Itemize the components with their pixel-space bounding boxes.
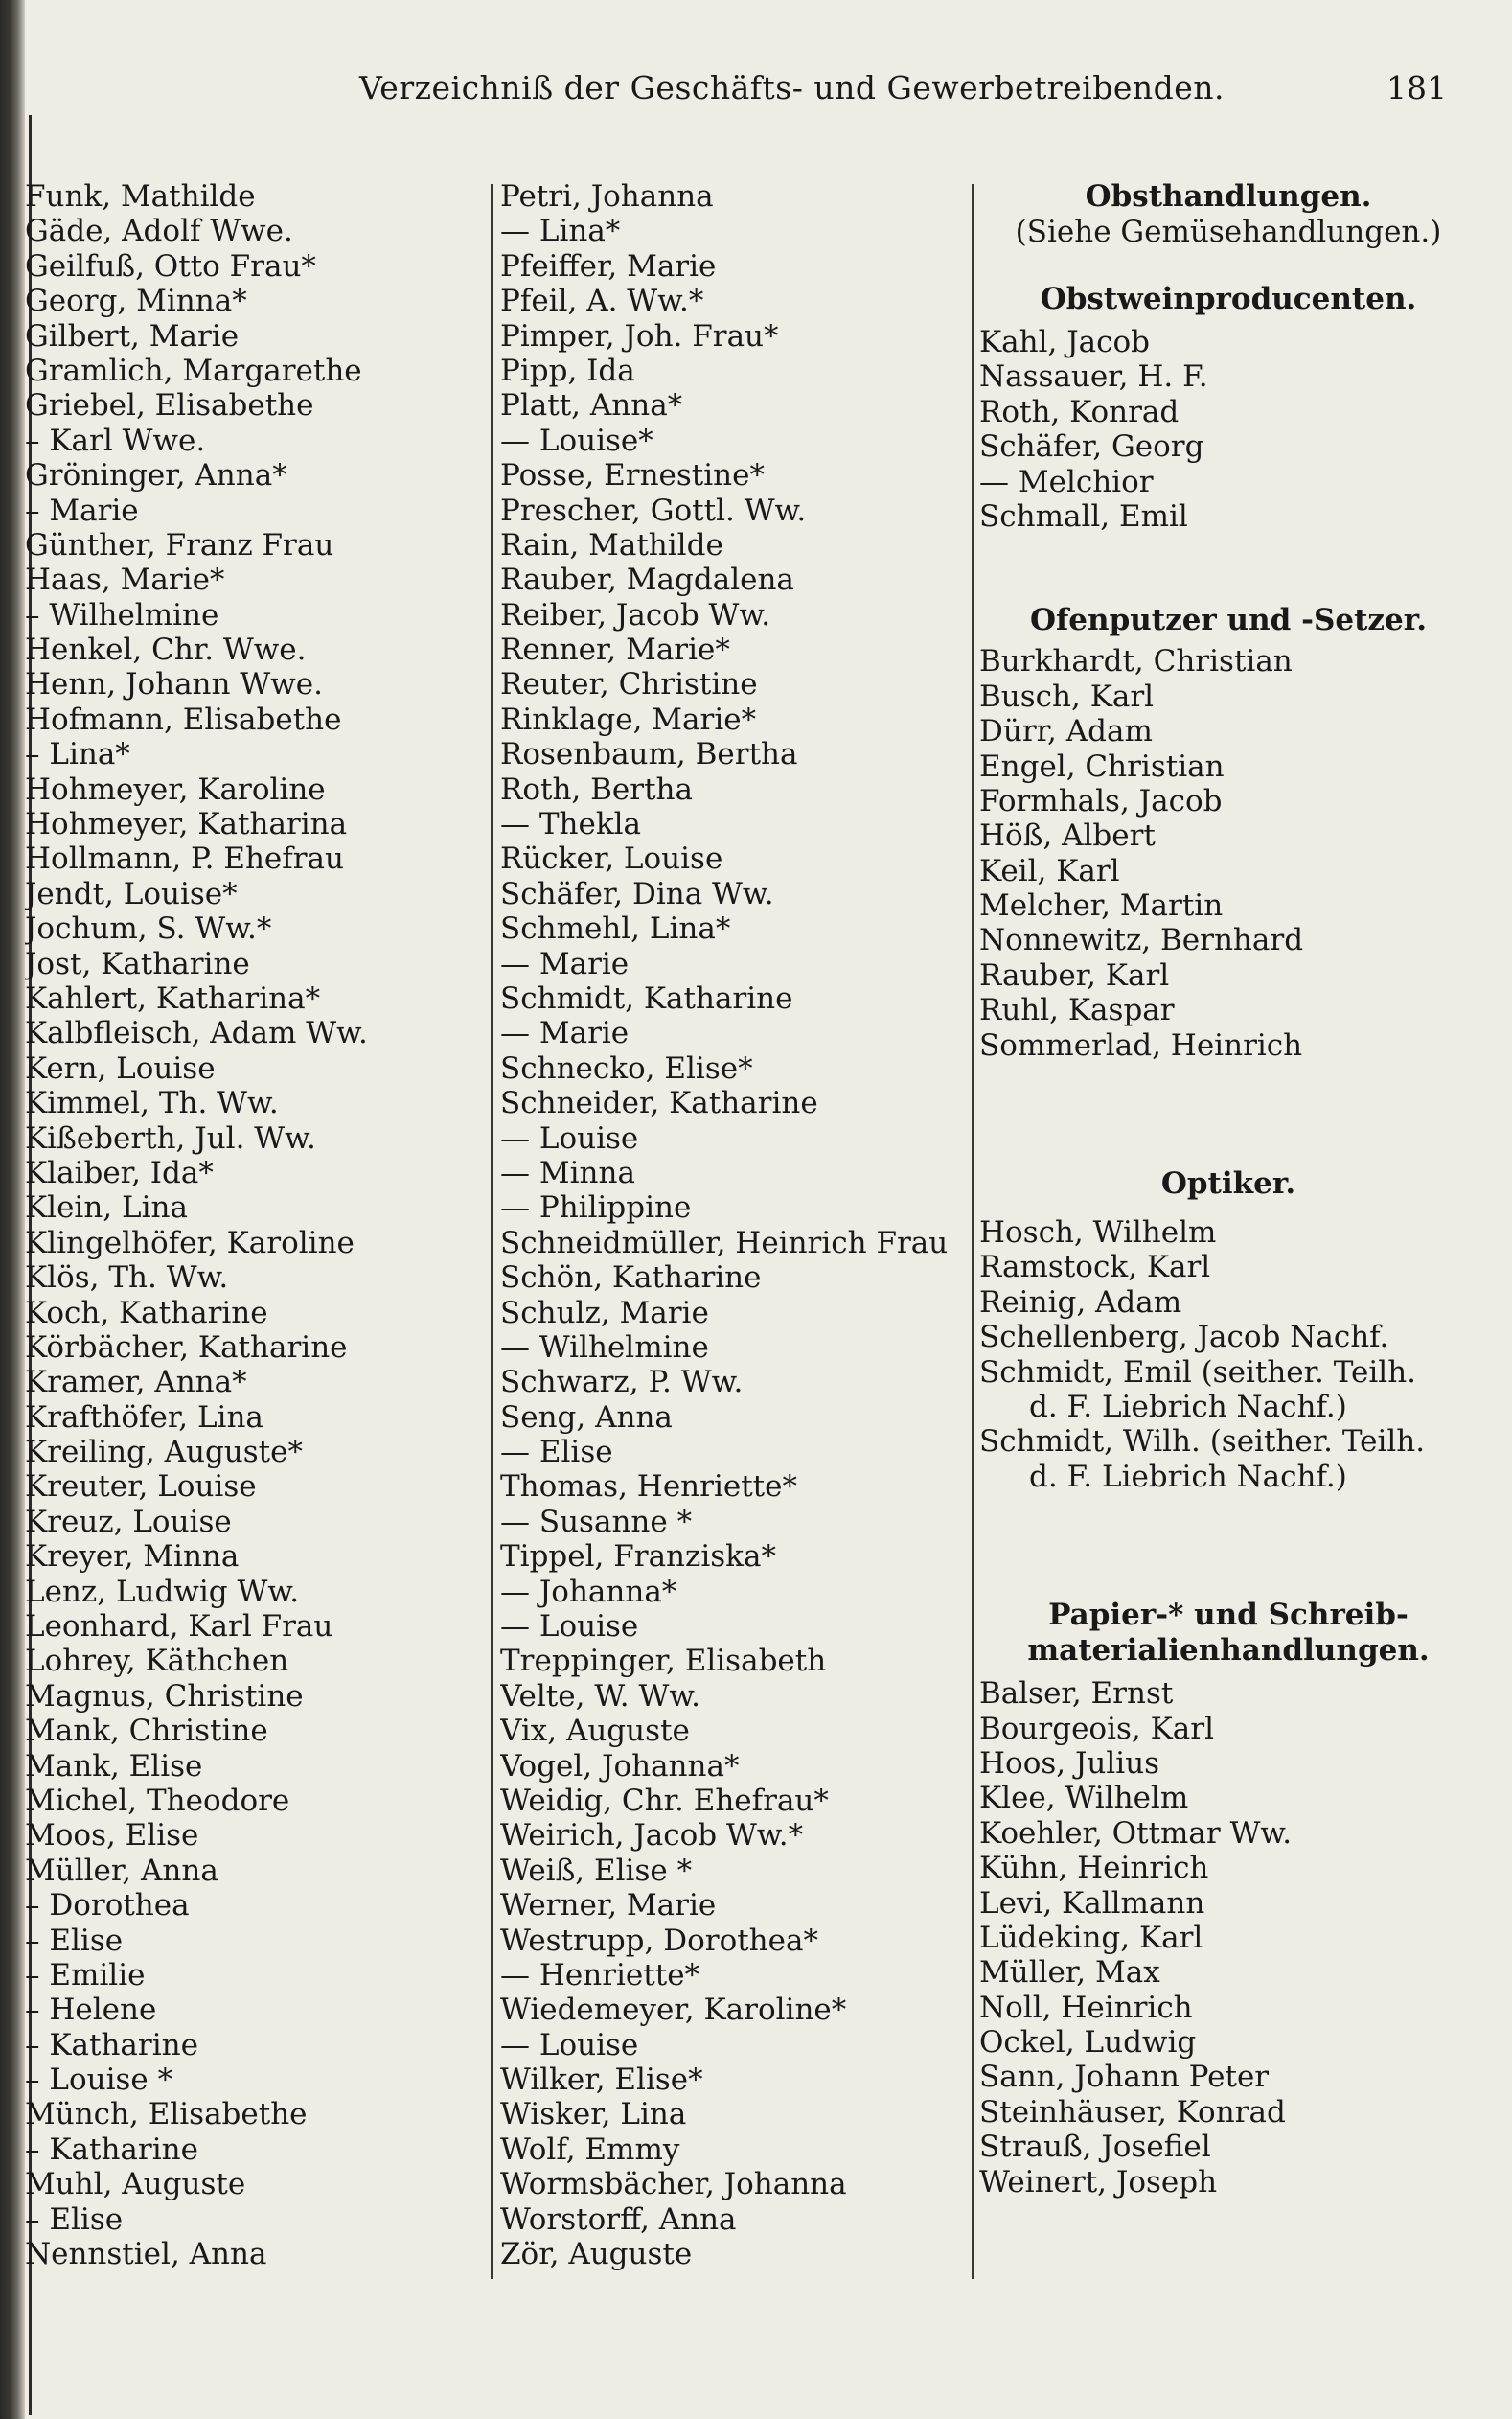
directory-entry: Hosch, Wilhelm bbox=[979, 1215, 1217, 1251]
directory-entry: Leonhard, Karl Frau bbox=[25, 1609, 333, 1645]
directory-entry: Lenz, Ludwig Ww. bbox=[25, 1574, 300, 1609]
papier-list bbox=[979, 1676, 1478, 2200]
directory-entry: Geilfuß, Otto Frau* bbox=[25, 248, 316, 284]
directory-entry: Zör, Auguste bbox=[500, 2237, 693, 2272]
directory-entry: Wilker, Elise* bbox=[500, 2062, 703, 2098]
section-heading-obstweinproducenten: Obstweinproducenten. bbox=[1040, 282, 1417, 316]
directory-entry: Lohrey, Käthchen bbox=[25, 1644, 289, 1679]
section-heading-papier-line1: Papier-* und Schreib- bbox=[1048, 1598, 1409, 1633]
directory-entry: — Louise bbox=[500, 1609, 639, 1645]
directory-entry: Hollmann, P. Ehefrau bbox=[25, 841, 345, 877]
directory-entry: Roth, Bertha bbox=[500, 772, 693, 807]
running-title: Verzeichniß der Geschäfts- und Gewerbetreibenden. bbox=[359, 69, 1225, 106]
directory-entry: Höß, Albert bbox=[979, 818, 1156, 854]
directory-entry: Formhals, Jacob bbox=[979, 783, 1223, 818]
directory-entry: Petri, Johanna bbox=[500, 179, 714, 214]
directory-entry: Schmehl, Lina* bbox=[500, 911, 731, 947]
directory-entry: Münch, Elisabethe bbox=[25, 2097, 308, 2132]
directory-entry: Wisker, Lina bbox=[500, 2097, 687, 2132]
directory-entry: — Johanna* bbox=[500, 1574, 677, 1609]
directory-entry: Kramer, Anna* bbox=[25, 1365, 247, 1400]
column-divider-left bbox=[491, 184, 493, 2279]
directory-entry: Schwarz, P. Ww. bbox=[500, 1365, 744, 1400]
directory-entry: Jost, Katharine bbox=[25, 946, 250, 981]
directory-entry: Klös, Th. Ww. bbox=[25, 1260, 229, 1296]
directory-entry: Klaiber, Ida* bbox=[25, 1155, 214, 1190]
directory-entry: Ramstock, Karl bbox=[979, 1250, 1211, 1285]
directory-entry: Reuter, Christine bbox=[500, 667, 758, 703]
directory-entry: Müller, Anna bbox=[25, 1853, 218, 1888]
directory-entry: Kreuter, Louise bbox=[25, 1469, 257, 1505]
directory-entry: Sommerlad, Heinrich bbox=[979, 1027, 1303, 1063]
directory-entry: Mank, Christine bbox=[25, 1714, 268, 1749]
directory-entry: – Louise * bbox=[25, 2062, 173, 2098]
directory-entry: Kahlert, Katharina* bbox=[25, 980, 321, 1016]
book-binding-edge bbox=[0, 0, 25, 2419]
directory-entry: Muhl, Auguste bbox=[25, 2167, 246, 2202]
directory-entry: Wiedemeyer, Karoline* bbox=[500, 1993, 847, 2028]
directory-entry: Müller, Max bbox=[979, 1955, 1160, 1991]
directory-entry: Weiß, Elise * bbox=[500, 1853, 693, 1888]
directory-entry: Westrupp, Dorothea* bbox=[500, 1923, 818, 1958]
directory-entry: Ockel, Ludwig bbox=[979, 2025, 1197, 2061]
directory-entry: Busch, Karl bbox=[979, 679, 1155, 714]
directory-entry: Schmall, Emil bbox=[979, 498, 1188, 534]
directory-entry: – Katharine bbox=[25, 2027, 198, 2062]
directory-entry: – Elise bbox=[25, 2201, 124, 2237]
obstweinproducenten-list bbox=[979, 325, 1478, 534]
directory-entry: Nonnewitz, Bernhard bbox=[979, 923, 1304, 958]
directory-entry: Kern, Louise bbox=[25, 1050, 216, 1086]
directory-entry: Michel, Theodore bbox=[25, 1783, 290, 1818]
directory-entry: Nassauer, H. F. bbox=[979, 359, 1208, 395]
directory-entry: – Karl Wwe. bbox=[25, 423, 206, 458]
optiker-list bbox=[979, 1215, 1478, 1494]
directory-entry: Steinhäuser, Konrad bbox=[979, 2094, 1286, 2130]
directory-entry: d. F. Liebrich Nachf.) bbox=[1029, 1459, 1347, 1494]
section-heading-papier-line2: materialienhandlungen. bbox=[1027, 1633, 1430, 1669]
directory-entry: Jochum, S. Ww.* bbox=[25, 911, 272, 947]
directory-entry: — Wilhelmine bbox=[500, 1329, 709, 1365]
directory-entry: Gramlich, Margarethe bbox=[25, 353, 362, 388]
directory-entry: — Melchior bbox=[979, 464, 1154, 499]
directory-entry: Jendt, Louise* bbox=[25, 876, 238, 911]
directory-entry: Schmidt, Katharine bbox=[500, 980, 793, 1016]
page-number: 181 bbox=[1386, 69, 1447, 106]
directory-entry: Moos, Elise bbox=[25, 1818, 199, 1854]
column-divider-right bbox=[972, 184, 974, 2279]
directory-entry: Hoos, Julius bbox=[979, 1745, 1160, 1781]
directory-entry: Kühn, Heinrich bbox=[979, 1851, 1209, 1886]
directory-entry: Kißeberth, Jul. Ww. bbox=[25, 1120, 316, 1156]
directory-entry: Hohmeyer, Katharina bbox=[25, 807, 348, 842]
directory-entry: Schneidmüller, Heinrich Frau bbox=[500, 1225, 949, 1260]
directory-entry: Rauber, Magdalena bbox=[500, 563, 794, 598]
directory-entry: Gilbert, Marie bbox=[25, 318, 240, 354]
directory-entry: Hofmann, Elisabethe bbox=[25, 702, 342, 737]
directory-entry: Klingelhöfer, Karoline bbox=[25, 1225, 355, 1260]
directory-entry: — Marie bbox=[500, 1016, 630, 1051]
section-heading-ofenputzer: Ofenputzer und -Setzer. bbox=[1029, 603, 1428, 638]
directory-entry: Weirich, Jacob Ww.* bbox=[500, 1818, 804, 1854]
directory-entry: Koch, Katharine bbox=[25, 1295, 268, 1330]
directory-entry: — Lina* bbox=[500, 214, 621, 249]
directory-entry: Rinklage, Marie* bbox=[500, 702, 757, 737]
directory-entry: Reiber, Jacob Ww. bbox=[500, 597, 771, 633]
directory-entry: Pfeil, A. Ww.* bbox=[500, 284, 704, 319]
directory-entry: Keil, Karl bbox=[979, 853, 1120, 888]
directory-entry: Weinert, Joseph bbox=[979, 2164, 1218, 2200]
directory-entry: Reinig, Adam bbox=[979, 1284, 1182, 1320]
directory-entry: Kreuz, Louise bbox=[25, 1504, 232, 1539]
section-heading-obsthandlungen: Obsthandlungen. bbox=[1085, 179, 1372, 214]
section-gap bbox=[979, 249, 1478, 282]
directory-entry: Schön, Katharine bbox=[500, 1260, 762, 1296]
directory-entry: Henkel, Chr. Wwe. bbox=[25, 633, 307, 668]
directory-entry: Roth, Konrad bbox=[979, 394, 1180, 429]
directory-entry: Sann, Johann Peter bbox=[979, 2060, 1270, 2095]
directory-entry: Rücker, Louise bbox=[500, 841, 723, 877]
directory-entry: Bourgeois, Karl bbox=[979, 1711, 1214, 1746]
directory-entry: Günther, Franz Frau bbox=[25, 527, 334, 563]
directory-entry: — Thekla bbox=[500, 807, 642, 842]
directory-entry: Schmidt, Wilh. (seither. Teilh. bbox=[979, 1424, 1426, 1460]
directory-entry: Schmidt, Emil (seither. Teilh. bbox=[979, 1354, 1417, 1390]
directory-entry: Noll, Heinrich bbox=[979, 1990, 1193, 2025]
directory-entry: Kalbfleisch, Adam Ww. bbox=[25, 1016, 368, 1051]
section-gap bbox=[979, 1494, 1478, 1598]
page-header bbox=[287, 69, 1447, 117]
directory-entry: Pfeiffer, Marie bbox=[500, 248, 717, 284]
directory-entry: — Louise bbox=[500, 1120, 639, 1156]
directory-entry: Werner, Marie bbox=[500, 1888, 717, 1924]
column-3 bbox=[979, 179, 1478, 2200]
directory-entry: Weidig, Chr. Ehefrau* bbox=[500, 1783, 829, 1818]
directory-entry: Hohmeyer, Karoline bbox=[25, 772, 326, 807]
directory-entry: — Minna bbox=[500, 1155, 635, 1190]
directory-entry: Schäfer, Dina Ww. bbox=[500, 876, 774, 911]
directory-entry: Pipp, Ida bbox=[500, 353, 635, 388]
directory-entry: d. F. Liebrich Nachf.) bbox=[1029, 1389, 1347, 1424]
directory-entry: Schnecko, Elise* bbox=[500, 1050, 753, 1086]
directory-entry: Levi, Kallmann bbox=[979, 1885, 1205, 1921]
directory-entry: — Louise bbox=[500, 2027, 639, 2062]
directory-entry: Klee, Wilhelm bbox=[979, 1781, 1189, 1816]
directory-entry: Schulz, Marie bbox=[500, 1295, 709, 1330]
directory-entry: Henn, Johann Wwe. bbox=[25, 667, 323, 703]
directory-entry: Georg, Minna* bbox=[25, 284, 247, 319]
directory-entry: — Marie bbox=[500, 946, 630, 981]
directory-entry: Lüdeking, Karl bbox=[979, 1920, 1203, 1955]
directory-entry: — Henriette* bbox=[500, 1957, 700, 1993]
directory-entry: Vix, Auguste bbox=[500, 1714, 690, 1749]
directory-entry: – Wilhelmine bbox=[25, 597, 219, 633]
directory-entry: Kahl, Jacob bbox=[979, 325, 1151, 359]
directory-entry: Platt, Anna* bbox=[500, 388, 683, 424]
directory-entry: – Dorothea bbox=[25, 1888, 190, 1924]
directory-entry: Tippel, Franziska* bbox=[500, 1539, 776, 1575]
directory-entry: Strauß, Josefiel bbox=[979, 2130, 1211, 2165]
directory-entry: Treppinger, Elisabeth bbox=[500, 1644, 827, 1679]
directory-entry: – Emilie bbox=[25, 1957, 146, 1993]
directory-entry: – Lina* bbox=[25, 737, 130, 772]
directory-entry: Wormsbächer, Johanna bbox=[500, 2167, 847, 2202]
directory-entry: Rain, Mathilde bbox=[500, 527, 723, 563]
directory-entry: Klein, Lina bbox=[25, 1190, 188, 1226]
directory-entry: Kimmel, Th. Ww. bbox=[25, 1086, 279, 1121]
directory-entry: Gröninger, Anna* bbox=[25, 458, 287, 494]
column-2 bbox=[500, 179, 951, 2271]
directory-entry: Magnus, Christine bbox=[25, 1678, 304, 1714]
directory-entry: Renner, Marie* bbox=[500, 633, 730, 668]
directory-entry: Posse, Ernestine* bbox=[500, 458, 765, 494]
ofenputzer-list bbox=[979, 644, 1478, 1063]
directory-entry: Velte, W. Ww. bbox=[500, 1678, 701, 1714]
directory-entry: Wolf, Emmy bbox=[500, 2131, 680, 2167]
directory-entry: Mank, Elise bbox=[25, 1748, 203, 1784]
directory-entry: Kreiling, Auguste* bbox=[25, 1435, 303, 1470]
directory-entry: Seng, Anna bbox=[500, 1399, 673, 1435]
directory-entry: Schellenberg, Jacob Nachf. bbox=[979, 1320, 1389, 1355]
directory-entry: Schneider, Katharine bbox=[500, 1086, 818, 1121]
directory-entry: Rosenbaum, Bertha bbox=[500, 737, 798, 772]
directory-entry: Melcher, Martin bbox=[979, 888, 1224, 924]
directory-entry: Koehler, Ottmar Ww. bbox=[979, 1815, 1293, 1851]
directory-entry: — Philippine bbox=[500, 1190, 692, 1226]
directory-entry: Rauber, Karl bbox=[979, 957, 1170, 993]
directory-entry: Haas, Marie* bbox=[25, 563, 225, 598]
directory-entry: Nennstiel, Anna bbox=[25, 2237, 267, 2272]
directory-entry: – Katharine bbox=[25, 2131, 198, 2167]
directory-entry: Kreyer, Minna bbox=[25, 1539, 240, 1575]
directory-entry: Funk, Mathilde bbox=[25, 179, 256, 214]
column-1 bbox=[25, 179, 470, 2272]
directory-entry: – Marie bbox=[25, 493, 139, 528]
directory-entry: – Elise bbox=[25, 1923, 124, 1958]
directory-entry: Balser, Ernst bbox=[979, 1676, 1174, 1712]
directory-entry: Krafthöfer, Lina bbox=[25, 1399, 263, 1435]
directory-entry: Burkhardt, Christian bbox=[979, 644, 1293, 680]
directory-entry: — Susanne * bbox=[500, 1504, 693, 1539]
cross-reference-note: (Siehe Gemüsehandlungen.) bbox=[1015, 215, 1442, 249]
directory-entry: Prescher, Gottl. Ww. bbox=[500, 493, 807, 528]
section-gap bbox=[979, 534, 1478, 603]
directory-entry: – Helene bbox=[25, 1993, 157, 2028]
directory-entry: Worstorff, Anna bbox=[500, 2201, 737, 2237]
directory-entry: — Louise* bbox=[500, 423, 653, 458]
directory-entry: Pimper, Joh. Frau* bbox=[500, 318, 779, 354]
directory-entry: — Elise bbox=[500, 1435, 613, 1470]
directory-entry: Thomas, Henriette* bbox=[500, 1469, 797, 1505]
section-heading-optiker: Optiker. bbox=[1160, 1166, 1296, 1202]
directory-entry: Dürr, Adam bbox=[979, 714, 1153, 749]
directory-entry: Körbächer, Katharine bbox=[25, 1329, 348, 1365]
directory-entry: Schäfer, Georg bbox=[979, 429, 1204, 465]
directory-entry: Ruhl, Kaspar bbox=[979, 993, 1175, 1028]
directory-entry: Gäde, Adolf Wwe. bbox=[25, 214, 293, 249]
directory-entry: Engel, Christian bbox=[979, 749, 1225, 784]
directory-entry: Vogel, Johanna* bbox=[500, 1748, 740, 1784]
section-gap bbox=[979, 1063, 1478, 1166]
directory-entry: Griebel, Elisabethe bbox=[25, 388, 314, 424]
